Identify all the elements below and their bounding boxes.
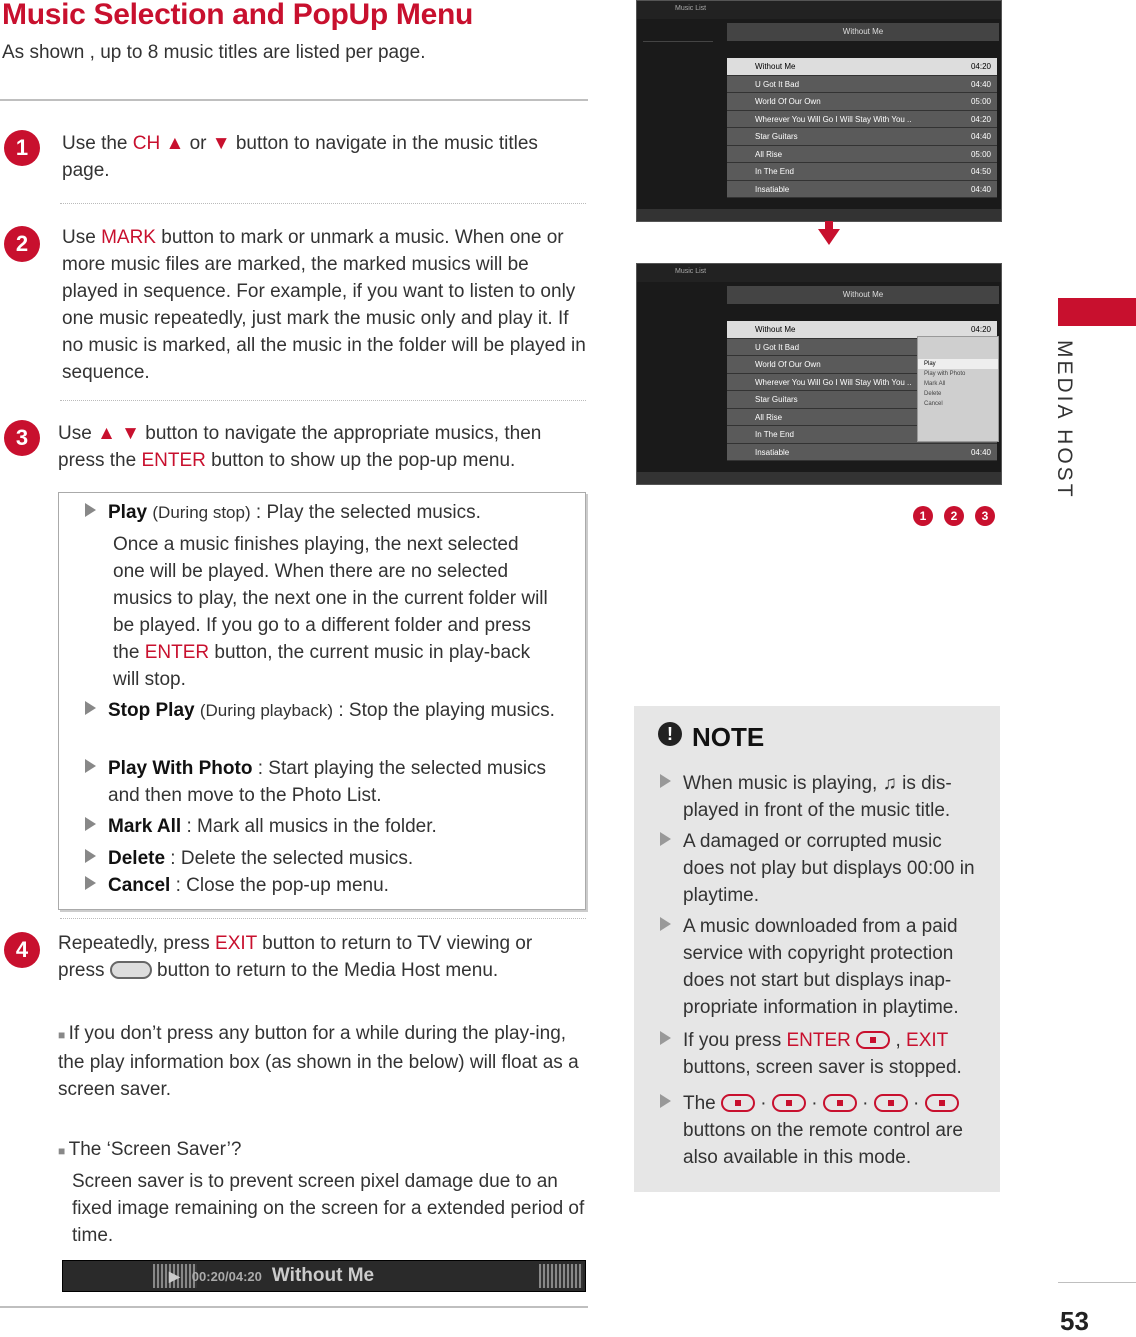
step-number-2: 2 [4, 226, 40, 262]
popup-menu-description-box [58, 492, 586, 910]
forward-button-icon [925, 1094, 959, 1112]
popup-item-mark-all: Mark All : Mark all musics in the folder. [85, 813, 565, 840]
note-item-5: The · · · · buttons on the remote control are also available in this mode. [660, 1090, 986, 1171]
page-subtitle: As shown , up to 8 music titles are listed per page. [2, 42, 426, 63]
rewind-button-icon [874, 1094, 908, 1112]
screen-saver-explanation: Screen saver is to prevent screen pixel damage due to an fixed image remaining on the screen for a extended period of time. [72, 1171, 585, 1246]
arrow-down-icon [818, 229, 840, 245]
step-number-1: 1 [4, 130, 40, 166]
page-number: 53 [1060, 1306, 1089, 1336]
popup-item-play: Play (During stop) : Play the selected musics. [85, 499, 565, 526]
stop-button-icon-2 [823, 1094, 857, 1112]
step-2-text: Use MARK button to mark or unmark a music. When one or more music files are marked, the marked musics will be played in sequence. For example, if you want to listen to only one music repeatedly, just mark the music only and play it. If no music is marked, all the music in the folder will be played in sequence. [62, 227, 586, 383]
popup-item-stop-play: Stop Play (During playback) : Stop the playing musics. [85, 697, 555, 724]
step-3-text: Use ▲ ▼ button to navigate the appropriate musics, then press the ENTER button to show up the pop-up menu. [58, 423, 542, 471]
media-host-button-icon [110, 961, 152, 979]
screen-popup-menu: Play Play with Photo Mark All Delete Cancel [917, 336, 999, 442]
info-icon: ! [658, 722, 682, 746]
stop-button-icon [856, 1031, 890, 1049]
music-list-screen-1: Music List Without Me Without Me 04:20 U Got It Bad 04:40 World Of Our Own 05:00 Wherever You Will Go I Will Stay With You .. 04:20 Star Guitars 04:40 All Rise 05:00 In The End 04:50 Insatiable 04:40 [636, 0, 1002, 222]
note-item-3: A music downloaded from a paid service with copyright protection does not start but displays inap-propriate information in playtime. [660, 913, 986, 1021]
note-box [634, 706, 1000, 1192]
play-detail: Once a music finishes playing, the next selected one will be played. When there are no selected musics to play, the next one in the current folder will be played. If you go to a different folder and press the ENTER button, the current music in play-back will stop. [113, 534, 548, 690]
popup-item-delete: Delete : Delete the selected musics. [85, 845, 565, 872]
section-label: MEDIA HOST [1053, 340, 1076, 500]
bullet-screen-saver-question: ■ The ‘Screen Saver’? [58, 1139, 242, 1160]
note-item-1: When music is playing, ♫ is dis-played in front of the music title. [660, 770, 986, 824]
play-button-icon [721, 1094, 755, 1112]
play-icon: ▶ [169, 1268, 180, 1284]
note-title: NOTE [692, 722, 765, 752]
screen-saver-bar: ▶ 00:20/04:20 Without Me [62, 1260, 586, 1292]
step-1-text: Use the CH ▲ or ▼ button to navigate in the music titles page. [62, 133, 538, 181]
step-4-text: Repeatedly, press EXIT button to return to TV viewing or press button to return to the Media Host menu. [58, 933, 533, 981]
pause-button-icon [772, 1094, 806, 1112]
mini-step-1: 1 [913, 506, 933, 526]
mini-step-2: 2 [944, 506, 964, 526]
section-tab [1058, 298, 1136, 326]
mini-step-3: 3 [975, 506, 995, 526]
music-list-screen-2: Music List Without Me Without Me 04:20 U Got It Bad World Of Our Own Wherever You Will Go I Will Stay With You .. Star Guitars All Rise In The End Insatiable 04:40 Play Play with Photo Mark All Delete Cancel [636, 263, 1002, 485]
popup-item-play-with-photo: Play With Photo : Start playing the selected musics and then move to the Photo List. [85, 755, 565, 809]
page-title: Music Selection and PopUp Menu [2, 0, 474, 31]
note-item-4: If you press ENTER , EXIT buttons, screen saver is stopped. [660, 1027, 986, 1081]
note-item-2: A damaged or corrupted music does not play but displays 00:00 in playtime. [660, 828, 986, 909]
divider [0, 99, 588, 101]
step-number-3: 3 [4, 420, 40, 456]
popup-item-cancel: Cancel : Close the pop-up menu. [85, 872, 565, 899]
step-number-4: 4 [4, 932, 40, 968]
bullet-screen-saver-info: ■ If you don’t press any button for a while during the play-ing, the play information box (as shown in the below) will float as a screen saver. [58, 1023, 579, 1100]
